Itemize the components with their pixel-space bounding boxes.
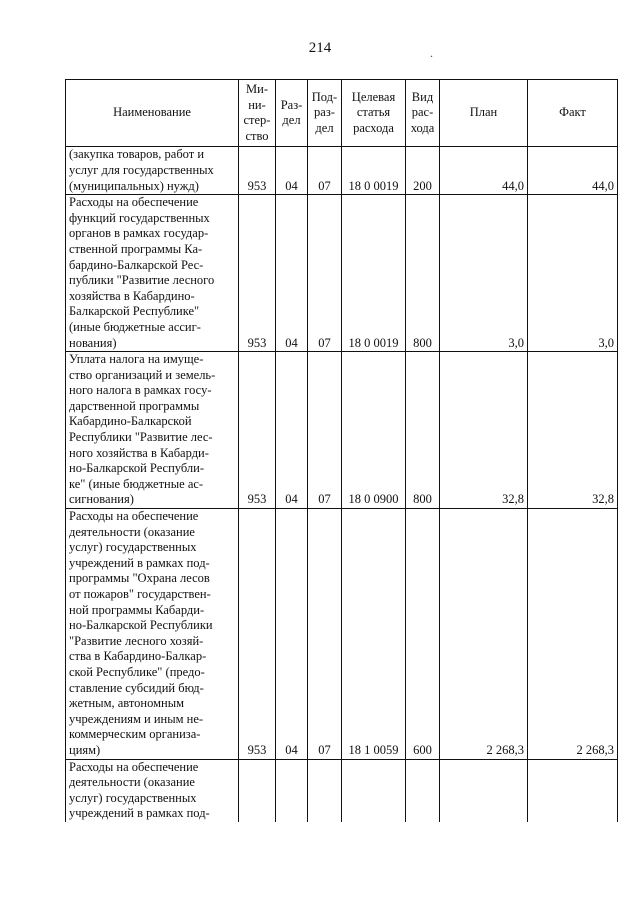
row-target-cell: 18 1 0059	[342, 509, 406, 760]
row-subsection-cell: 07	[308, 147, 342, 195]
row-name-line: сигнования)	[69, 492, 134, 507]
row-plan-cell	[440, 759, 528, 822]
header-target-l1: Целевая	[351, 89, 396, 104]
row-name-line: органов в рамках государ-	[69, 226, 209, 241]
row-name-line: ставление субсидий бюд-	[69, 680, 204, 695]
row-ministry-cell: 953	[239, 147, 276, 195]
row-name-line: учреждениям и иным не-	[69, 711, 204, 726]
row-name-line: (закупка товаров, работ и	[69, 147, 205, 162]
row-target-cell: 18 0 0019	[342, 147, 406, 195]
row-plan-cell: 44,0	[440, 147, 528, 195]
row-name-line: программы "Охрана лесов	[69, 571, 210, 586]
row-name-line: (иные бюджетные ассиг-	[69, 319, 201, 334]
table-row	[66, 509, 618, 760]
page-number: 214	[308, 40, 332, 56]
header-subsection	[308, 80, 342, 147]
header-ministry-l4: ство	[245, 128, 269, 143]
row-name-line: ного налога в рамках госу-	[69, 383, 212, 398]
row-ministry-cell: 953	[239, 352, 276, 509]
row-name-line: деятельности (оказание	[69, 524, 195, 539]
row-name-line: ной программы Кабарди-	[69, 602, 205, 617]
table-row	[66, 352, 618, 509]
header-row	[66, 80, 618, 147]
header-section	[276, 80, 308, 147]
row-name-line: жетным, автономным	[69, 696, 185, 711]
row-name-line: Расходы на обеспечение	[69, 509, 199, 524]
row-type-cell: 600	[406, 509, 440, 760]
header-target	[342, 80, 406, 147]
row-name-line: услуг) государственных	[69, 540, 197, 555]
row-name-line: Балкарской Республике"	[69, 304, 200, 319]
row-subsection-cell	[308, 759, 342, 822]
row-name-line: услуг для государственных	[69, 162, 214, 177]
row-section-cell	[276, 759, 308, 822]
row-name-line: ного хозяйства в Кабарди-	[69, 445, 209, 460]
row-fact-cell: 3,0	[528, 195, 618, 352]
row-name-line: деятельности (оказание	[69, 775, 195, 790]
row-name-line: (муниципальных) нужд)	[69, 178, 199, 193]
header-subsection-l3: дел	[315, 120, 334, 135]
row-name-cell	[66, 509, 239, 760]
header-type	[406, 80, 440, 147]
row-name-line: учреждений в рамках под-	[69, 555, 210, 570]
row-plan-cell: 32,8	[440, 352, 528, 509]
row-fact-cell	[528, 759, 618, 822]
row-fact-cell: 44,0	[528, 147, 618, 195]
row-type-cell: 800	[406, 352, 440, 509]
row-name-line: циям)	[69, 742, 101, 757]
row-plan-cell: 3,0	[440, 195, 528, 352]
row-name-cell	[66, 352, 239, 509]
row-name-line: ке" (иные бюджетные ас-	[69, 476, 204, 491]
header-section-l2: дел	[282, 113, 301, 128]
row-section-cell: 04	[276, 509, 308, 760]
row-name-line: ство организаций и земель-	[69, 367, 216, 382]
row-name-line: ственной программы Ка-	[69, 241, 203, 256]
row-fact-cell: 2 268,3	[528, 509, 618, 760]
row-name-line: Уплата налога на имуще-	[69, 352, 204, 367]
row-target-cell	[342, 759, 406, 822]
row-name-cell	[66, 195, 239, 352]
row-name-line: коммерческим организа-	[69, 727, 201, 742]
row-ministry-cell: 953	[239, 509, 276, 760]
row-name-line: ской Республике" (предо-	[69, 664, 205, 679]
table-row	[66, 195, 618, 352]
row-name-line: хозяйства в Кабардино-	[69, 288, 195, 303]
row-subsection-cell: 07	[308, 352, 342, 509]
row-section-cell: 04	[276, 147, 308, 195]
row-name-line: Республики "Развитие лес-	[69, 430, 213, 445]
row-name-cell	[66, 759, 239, 822]
row-type-cell: 200	[406, 147, 440, 195]
header-name: Наименование	[66, 80, 239, 147]
table-body	[66, 147, 618, 822]
row-subsection-cell: 07	[308, 509, 342, 760]
row-ministry-cell: 953	[239, 195, 276, 352]
row-ministry-cell	[239, 759, 276, 822]
row-target-cell: 18 0 0019	[342, 195, 406, 352]
row-type-cell: 800	[406, 195, 440, 352]
header-type-l1: Вид	[411, 89, 434, 104]
header-type-l2: рас-	[411, 105, 434, 120]
row-fact-cell: 32,8	[528, 352, 618, 509]
table-row	[66, 147, 618, 195]
row-section-cell: 04	[276, 352, 308, 509]
header-ministry-l1: Ми-	[246, 82, 268, 96]
header-subsection-l1: Под-	[311, 89, 338, 104]
header-ministry	[239, 80, 276, 147]
row-name-line: публики "Развитие лесного	[69, 273, 215, 288]
row-name-line: но-Балкарской Республи-	[69, 461, 205, 476]
row-plan-cell: 2 268,3	[440, 509, 528, 760]
row-name-line: учреждений в рамках под-	[69, 806, 210, 821]
row-name-line: Расходы на обеспечение	[69, 759, 199, 774]
header-target-l3: расхода	[353, 120, 394, 135]
row-name-line: от пожаров" государствен-	[69, 587, 211, 601]
row-name-line: бардино-Балкарской Рес-	[69, 257, 204, 272]
row-subsection-cell: 07	[308, 195, 342, 352]
budget-table	[65, 79, 618, 822]
row-name-line: Кабардино-Балкарской	[69, 414, 192, 429]
header-ministry-l2: ни-	[248, 97, 266, 112]
stray-mark: .	[430, 46, 433, 60]
row-name-line: функций государственных	[69, 210, 210, 225]
row-name-line: Расходы на обеспечение	[69, 195, 199, 210]
header-target-l2: статья	[356, 105, 391, 120]
row-target-cell: 18 0 0900	[342, 352, 406, 509]
table-row	[66, 759, 618, 822]
row-name-cell	[66, 147, 239, 195]
header-type-l3: хода	[410, 120, 435, 135]
header-section-l1: Раз-	[280, 97, 303, 112]
header-ministry-l3: стер-	[243, 113, 271, 128]
row-name-line: "Развитие лесного хозяй-	[69, 633, 204, 648]
row-name-line: но-Балкарской Республики	[69, 618, 213, 633]
header-subsection-l2: раз-	[314, 105, 335, 120]
row-name-line: дарственной программы	[69, 398, 200, 413]
header-plan: План	[440, 80, 528, 147]
row-section-cell: 04	[276, 195, 308, 352]
row-type-cell	[406, 759, 440, 822]
row-name-line: услуг) государственных	[69, 790, 197, 805]
header-fact: Факт	[528, 80, 618, 147]
row-name-line: нования)	[69, 335, 117, 350]
row-name-line: ства в Кабардино-Балкар-	[69, 649, 207, 664]
